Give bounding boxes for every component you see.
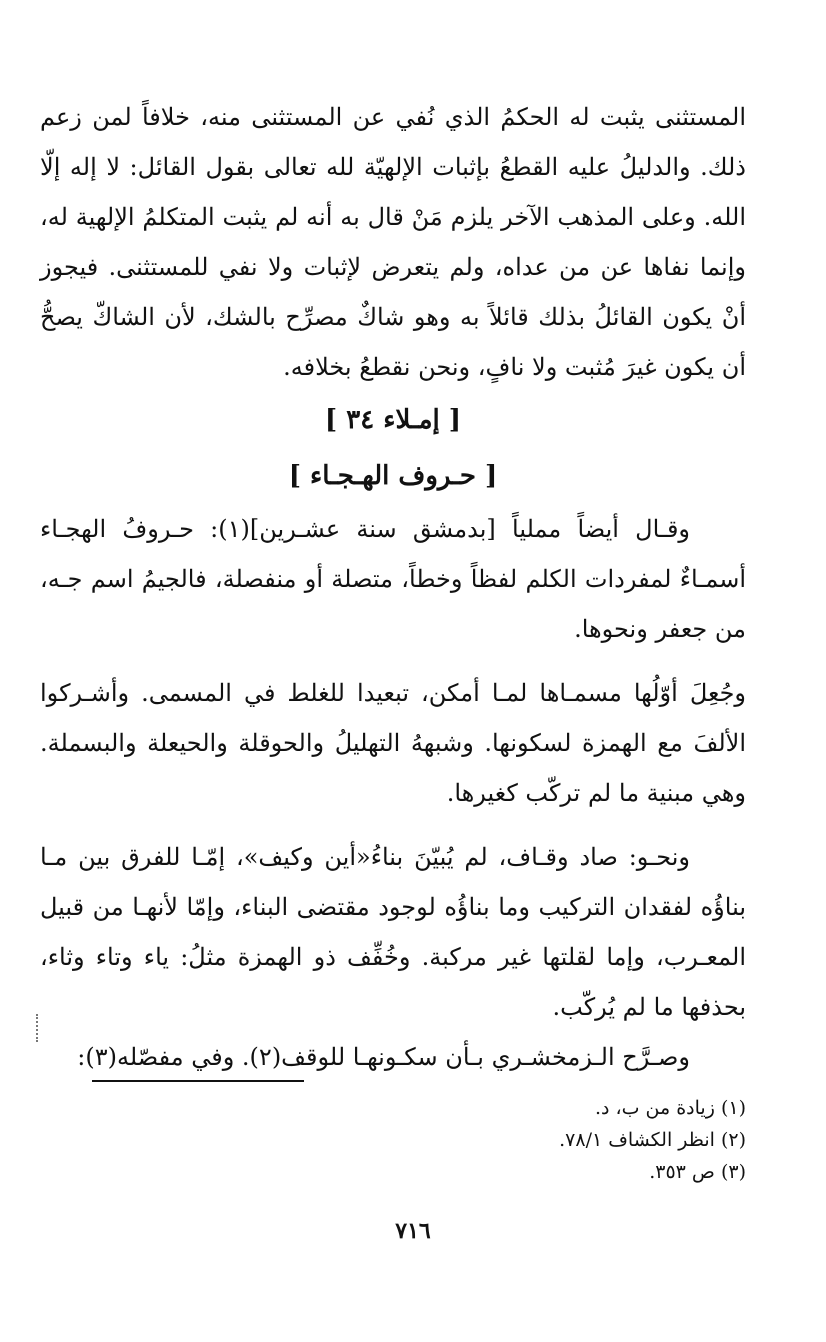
paragraph-1: وقـال أيضاً مملياً [بدمشق سنة عشـرين](١): حـروفُ الهجـاء أسمـاءٌ لمفردات الكلم لفظاً وخطاً، متصلة أو منفصلة، فالجيمُ اسم جـه، من جعفر ونحوها. [40,515,746,643]
margin-mark [36,1014,42,1042]
footnote-3: (٣) ص ٣٥٣. [649,1161,746,1183]
page-body [40,92,746,1082]
paragraph-2: وجُعِلَ أوّلُها مسمـاها لمـا أمكن، تبعيدا للغلط في المسمى. وأشـركوا الألفَ مع الهمزة لسكونها. وشبههُ التهليلُ والحوقلة والحيعلة والبسملة. وهي مبنية ما لم تركّب كغيرها. [40,679,746,807]
paragraph-continued: المستثنى يثبت له الحكمُ الذي نُفي عن المستثنى منه، خلافاً لمن زعم ذلك. والدليلُ عليه القطعُ بإثبات الإلهيّة لله تعالى بقول القائل: لا إله إلّا الله. وعلى المذهب الآخر يلزم مَنْ قال به أنه لم يثبت المتكلمُ الإلهية له، وإنما نفاها عن من عداه، ولم يتعرض لإثبات ولا نفي للمستثنى. فيجوز أنْ يكون القائلُ بذلك قائلاً به وهو شاكٌ مصرِّح بالشك، لأن الشاكّ يصحُّ أن يكون غيرَ مُثبت ولا نافٍ، ونحن نقطعُ بخلافه. [40,103,747,381]
paragraph-3: ونحـو: صاد وقـاف، لم يُبيّنَ بناءُ«أين وكيف»، إمّـا للفرق بين مـا بناؤُه لفقدان التركيب وما بناؤُه لوجود مقتضى البناء، وإمّا لأنهـا من قبيل المعـرب، وإما لقلتها غير مركبة. وخُفِّف ذو الهمزة مثلُ: ياء وتاء وثاء، بحذفها ما لم يُركّب. [40,843,747,1021]
paragraph-4: وصـرَّح الـزمخشـري بـأن سكـونهـا للوقف(٢). وفي مفصّله(٣): [77,1043,690,1071]
footnote-1: (١) زيادة من ب، د. [594,1097,746,1119]
footnote-divider [92,1080,304,1082]
footnote-2: (٢) انظر الكشاف ٧٨/١. [559,1129,746,1151]
page-number: ٧١٦ [395,1218,431,1244]
footnotes [326,1092,746,1188]
section-heading: [ حـروف الهـجـاء ] [288,461,498,491]
imla-heading: [ إمـلاء ٣٤ ] [324,405,462,435]
